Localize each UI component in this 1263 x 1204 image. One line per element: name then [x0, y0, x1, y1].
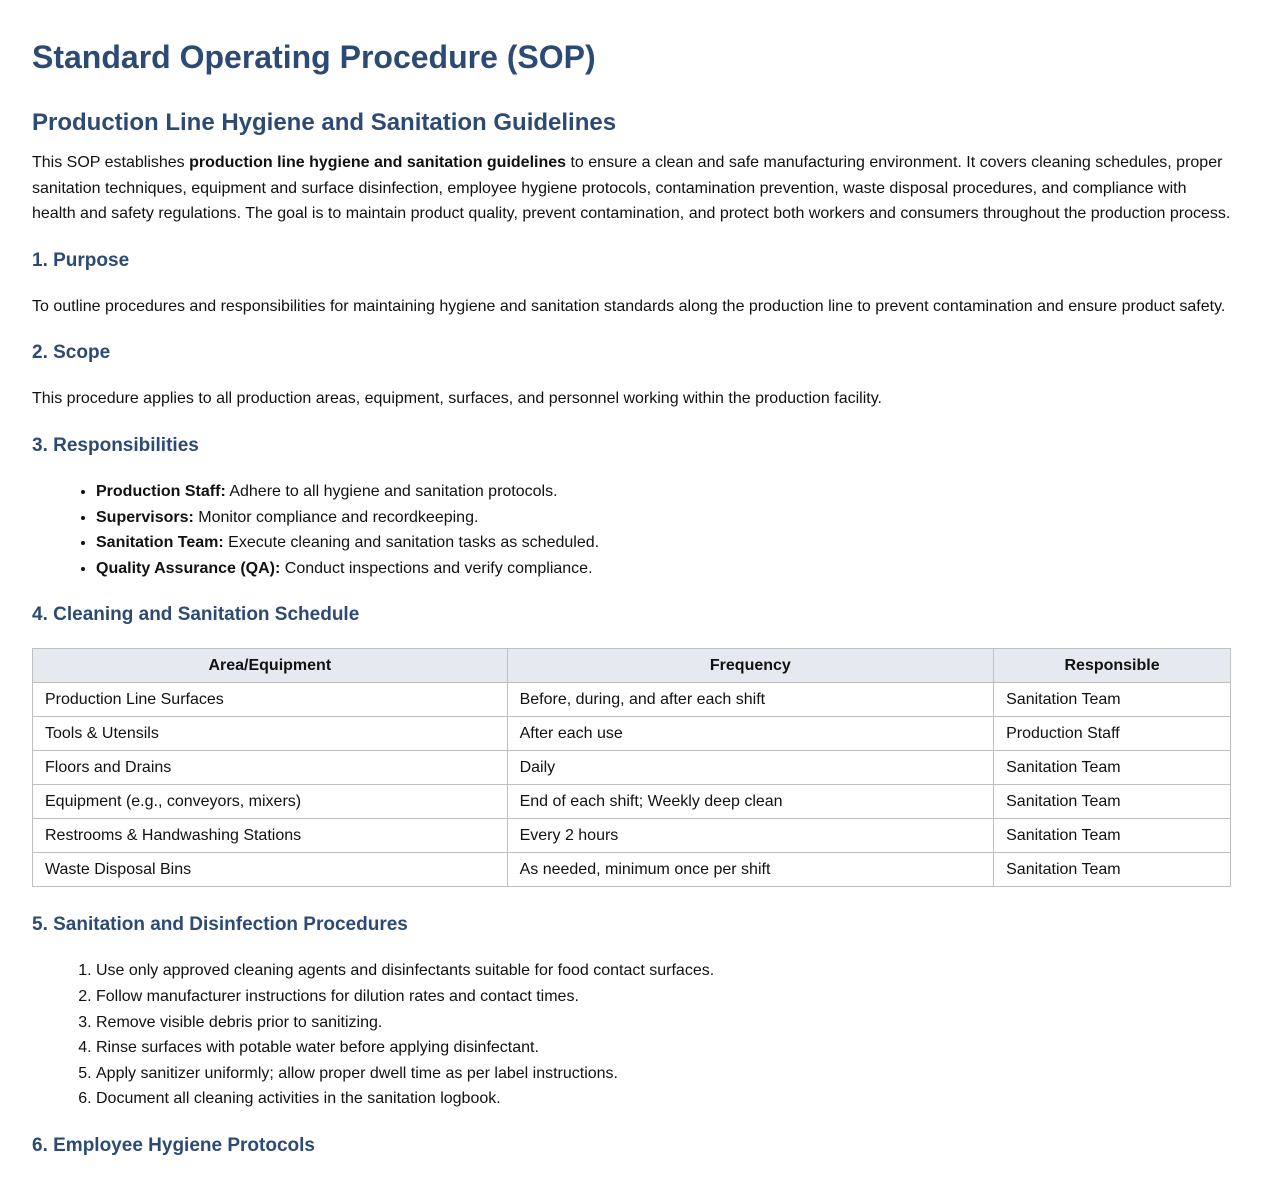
schedule-table [32, 648, 1231, 887]
role-label: Supervisors: [96, 508, 194, 526]
cell-frequency: End of each shift; Weekly deep clean [507, 785, 994, 819]
intro-text-pre: This SOP establishes [32, 154, 190, 171]
cell-area: Tools & Utensils [33, 717, 508, 751]
cell-frequency: Before, during, and after each shift [507, 683, 994, 717]
table-header-row [33, 649, 1231, 683]
page-title: Standard Operating Procedure (SOP) [32, 39, 596, 75]
cell-responsible: Sanitation Team [994, 751, 1231, 785]
list-item: 2. Follow manufacturer instructions for dilution rates and contact times. [96, 984, 1231, 1010]
cell-frequency: After each use [507, 717, 994, 751]
cell-frequency: Every 2 hours [507, 819, 994, 853]
list-item: 3. Remove visible debris prior to sanitizing. [96, 1010, 1231, 1036]
scope-heading: 2. Scope [32, 342, 111, 364]
column-header-frequency: Frequency [507, 649, 994, 683]
page-subtitle: Production Line Hygiene and Sanitation Guidelines [32, 109, 617, 136]
employee-hygiene-heading: 6. Employee Hygiene Protocols [32, 1134, 315, 1156]
cell-responsible: Production Staff [994, 717, 1231, 751]
intro-text-post: to ensure a clean and safe manufacturing environment. It covers cleaning schedules, proper sanitation techniques, equipment and surface disinfection, employee hygiene protocols, contamination prevention, waste disposal procedures, and compliance with health and safety regulations. The goal is to maintain product quality, prevent contamination, and protect both workers and consumers throughout the production process. [32, 154, 1231, 223]
procedures-heading: 5. Sanitation and Disinfection Procedures [32, 914, 408, 936]
list-item [96, 530, 1231, 556]
table-row [33, 683, 1231, 717]
cell-area: Waste Disposal Bins [33, 853, 508, 887]
table-row [33, 853, 1231, 887]
role-label: Quality Assurance (QA): [96, 559, 281, 577]
list-item: 1. Use only approved cleaning agents and disinfectants suitable for food contact surfaces. [96, 958, 1231, 984]
purpose-text: To outline procedures and responsibilities for maintaining hygiene and sanitation standards along the production line to prevent contamination and ensure product safety. [32, 297, 1226, 315]
procedures-list [32, 958, 1231, 1112]
list-item: 6. Document all cleaning activities in the sanitation logbook. [96, 1086, 1231, 1112]
cell-area: Restrooms & Handwashing Stations [33, 819, 508, 853]
cell-area: Floors and Drains [33, 751, 508, 785]
responsibilities-heading: 3. Responsibilities [32, 434, 199, 456]
role-label: Sanitation Team: [96, 534, 224, 552]
purpose-heading: 1. Purpose [32, 249, 130, 271]
intro-paragraph [32, 150, 1231, 227]
cell-area: Production Line Surfaces [33, 683, 508, 717]
scope-text: This procedure applies to all production areas, equipment, surfaces, and personnel working within the production facility. [32, 390, 882, 408]
column-header-responsible: Responsible [994, 649, 1231, 683]
table-row [33, 819, 1231, 853]
schedule-heading: 4. Cleaning and Sanitation Schedule [32, 604, 360, 626]
role-description: Adhere to all hygiene and sanitation protocols. [225, 482, 558, 500]
responsibilities-list [32, 479, 1231, 581]
role-description: Monitor compliance and recordkeeping. [193, 508, 479, 526]
role-description: Execute cleaning and sanitation tasks as scheduled. [223, 534, 600, 552]
cell-responsible: Sanitation Team [994, 785, 1231, 819]
cell-responsible: Sanitation Team [994, 683, 1231, 717]
cell-responsible: Sanitation Team [994, 819, 1231, 853]
list-item: 4. Rinse surfaces with potable water before applying disinfectant. [96, 1035, 1231, 1061]
cell-frequency: As needed, minimum once per shift [507, 853, 994, 887]
list-item [96, 479, 1231, 505]
list-item [96, 505, 1231, 531]
cell-responsible: Sanitation Team [994, 853, 1231, 887]
list-item [96, 556, 1231, 582]
table-row [33, 751, 1231, 785]
column-header-area: Area/Equipment [33, 649, 508, 683]
role-label: Production Staff: [96, 482, 226, 500]
cell-area: Equipment (e.g., conveyors, mixers) [33, 785, 508, 819]
table-row [33, 717, 1231, 751]
intro-text-bold: production line hygiene and sanitation guidelines [189, 154, 567, 171]
table-row [33, 785, 1231, 819]
list-item: 5. Apply sanitizer uniformly; allow proper dwell time as per label instructions. [96, 1061, 1231, 1087]
role-description: Conduct inspections and verify compliance. [280, 559, 593, 577]
cell-frequency: Daily [507, 751, 994, 785]
